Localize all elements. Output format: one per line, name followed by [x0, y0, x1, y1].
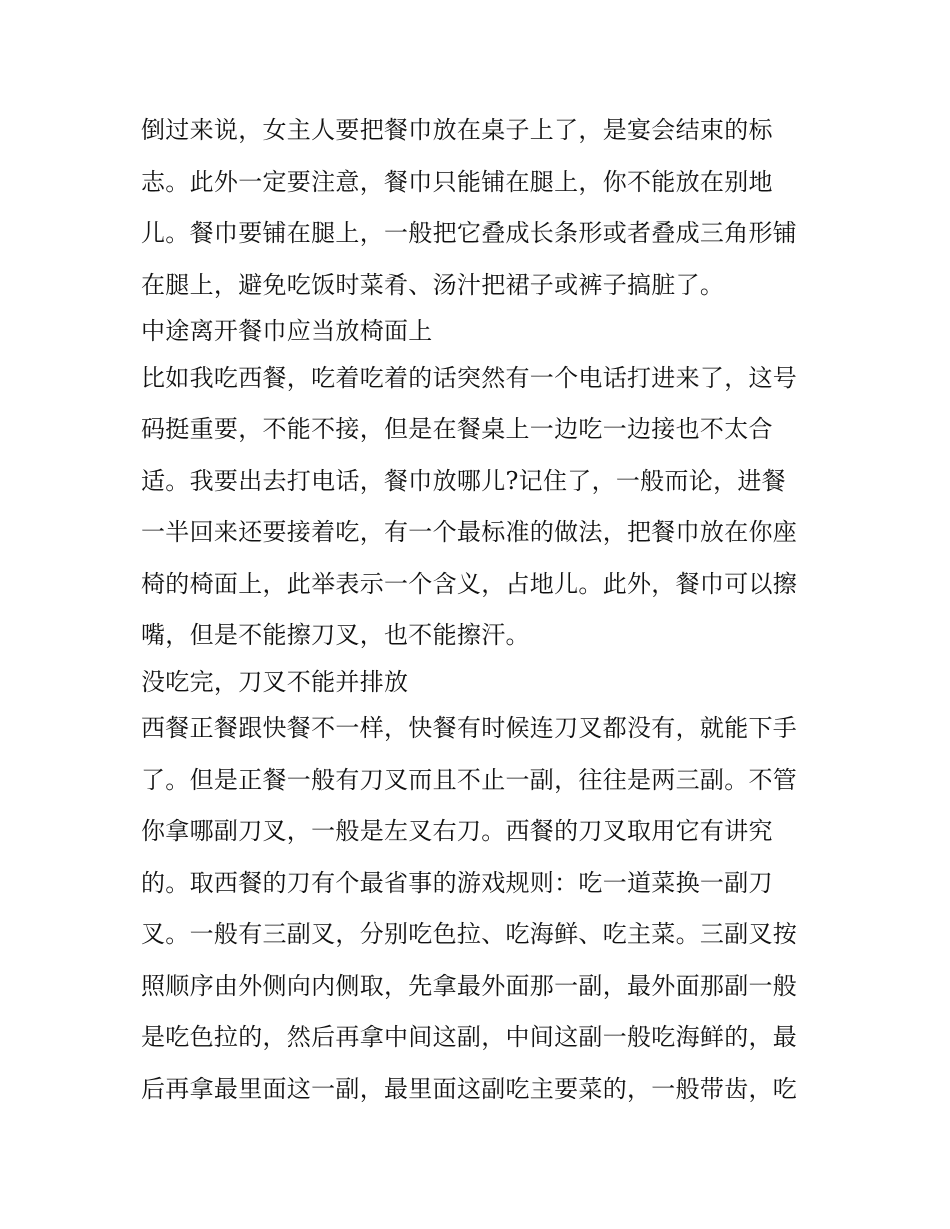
paragraph-line: 你拿哪副刀叉，一般是左叉右刀。西餐的刀叉取用它有讲究: [141, 817, 773, 845]
paragraph-line: 叉。一般有三副叉，分别吃色拉、吃海鲜、吃主菜。三副叉按: [141, 920, 798, 948]
section-heading: 没吃完，刀叉不能并排放: [141, 667, 409, 696]
paragraph-line: 了。但是正餐一般有刀叉而且不止一副，往往是两三副。不管: [141, 765, 798, 794]
paragraph-line: 适。我要出去打电话，餐巾放哪儿?记住了，一般而论，进餐: [141, 466, 786, 495]
paragraph-line: 后再拿最里面这一副，最里面这副吃主要菜的，一般带齿，吃: [141, 1074, 798, 1103]
paragraph-line: 椅的椅面上，此举表示一个含义，占地儿。此外，餐巾可以擦: [141, 569, 798, 598]
paragraph-line: 志。此外一定要注意，餐巾只能铺在腿上，你不能放在别地: [141, 167, 773, 196]
paragraph-line: 的。取西餐的刀有个最省事的游戏规则：吃一道菜换一副刀: [141, 868, 773, 897]
paragraph-line: 西餐正餐跟快餐不一样，快餐有时候连刀叉都没有，就能下手: [141, 714, 798, 742]
section-heading: 中途离开餐巾应当放椅面上: [141, 317, 433, 345]
paragraph-line: 嘴，但是不能擦刀叉，也不能擦汗。: [141, 621, 530, 649]
paragraph-line: 在腿上，避免吃饭时菜肴、汤汁把裙子或裤子搞脏了。: [141, 270, 725, 299]
body-text: [141, 110, 821, 1120]
paragraph-line: 儿。餐巾要铺在腿上，一般把它叠成长条形或者叠成三角形铺: [141, 219, 798, 247]
paragraph-line: 比如我吃西餐，吃着吃着的话突然有一个电话打进来了，这号: [141, 363, 798, 392]
paragraph-line: 照顺序由外侧向内侧取，先拿最外面那一副，最外面那副一般: [141, 971, 798, 1000]
paragraph-line: 一半回来还要接着吃，有一个最标准的做法，把餐巾放在你座: [141, 518, 798, 546]
paragraph-line: 是吃色拉的，然后再拿中间这副，中间这副一般吃海鲜的，最: [141, 1023, 798, 1051]
paragraph-line: 倒过来说，女主人要把餐巾放在桌子上了，是宴会结束的标: [141, 116, 773, 144]
paragraph-line: 码挺重要，不能不接，但是在餐桌上一边吃一边接也不太合: [141, 415, 773, 443]
